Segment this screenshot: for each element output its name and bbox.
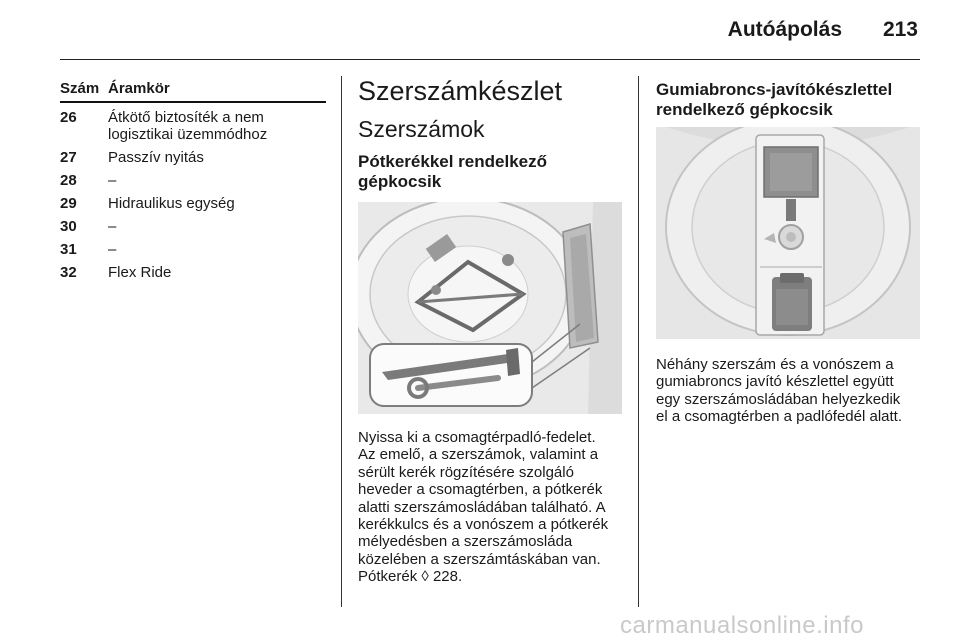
subsection-title: Szerszámok bbox=[358, 116, 485, 142]
fuse-number: 29 bbox=[60, 195, 77, 212]
table-row bbox=[60, 172, 326, 189]
column-divider bbox=[638, 76, 639, 607]
fuse-table-header bbox=[60, 80, 326, 103]
page-header-title: Autóápolás bbox=[727, 18, 842, 41]
fuse-circuit: Hidraulikus egység bbox=[108, 195, 235, 212]
fuse-table bbox=[60, 80, 326, 281]
fuse-number: 28 bbox=[60, 172, 77, 189]
table-row bbox=[60, 218, 326, 235]
fuse-circuit: – bbox=[108, 172, 117, 189]
fuse-number: 31 bbox=[60, 241, 77, 258]
page-reference[interactable]: Pótkerék ◊ 228. bbox=[358, 568, 463, 586]
repair-kit-description: Néhány szerszám és a vonószem a gumiabroncs javító készlettel együtt egy szerszámosládában helyezkedik el a csomagtérben a padlófedél alatt. bbox=[656, 356, 902, 426]
table-row bbox=[60, 195, 326, 212]
fuse-number: 30 bbox=[60, 218, 77, 235]
fuse-circuit: Passzív nyitás bbox=[108, 149, 204, 166]
fuse-number: 32 bbox=[60, 264, 77, 281]
fuse-number: 26 bbox=[60, 109, 77, 126]
watermark: carmanualsonline.info bbox=[620, 612, 864, 639]
tools-section bbox=[358, 76, 622, 586]
reference-arrow-icon: ◊ bbox=[421, 568, 429, 586]
repair-kit-illustration bbox=[656, 127, 920, 339]
spare-wheel-heading: Pótkerékkel rendelkező gépkocsik bbox=[358, 152, 547, 191]
fuse-circuit: – bbox=[108, 218, 117, 235]
header-rule bbox=[60, 59, 920, 60]
table-row bbox=[60, 109, 326, 143]
table-row bbox=[60, 241, 326, 258]
repair-kit-section bbox=[656, 80, 920, 426]
col-header-number: Szám bbox=[60, 80, 100, 97]
table-row bbox=[60, 264, 326, 281]
col-header-circuit: Áramkör bbox=[108, 80, 170, 97]
section-title: Szerszámkészlet bbox=[358, 76, 563, 106]
fuse-circuit: – bbox=[108, 241, 117, 258]
spare-wheel-tools-illustration bbox=[358, 202, 622, 414]
page-number: 213 bbox=[882, 18, 918, 41]
column-divider bbox=[341, 76, 342, 607]
fuse-circuit: Flex Ride bbox=[108, 264, 172, 281]
tools-description: Nyissa ki a csomagtérpadló-fedelet. Az emelő, a szerszámok, valamint a sérült kerék rögzítésére szolgáló heveder a csomagtérben, a pótkerék alatti szerszámosládában található. A kerékkulcs és a vonószem a pótkerék mélyedésben a szerszámosláda közelében a szerszámtáskában van. Pótkerék ◊ 228. bbox=[358, 429, 609, 586]
fuse-circuit: Átkötő biztosíték a nem logisztikai üzemmódhoz bbox=[108, 109, 268, 143]
repair-kit-heading: Gumiabroncs-javítókészlettel rendelkező gépkocsik bbox=[656, 80, 893, 119]
fuse-number: 27 bbox=[60, 149, 77, 166]
table-row bbox=[60, 149, 326, 166]
